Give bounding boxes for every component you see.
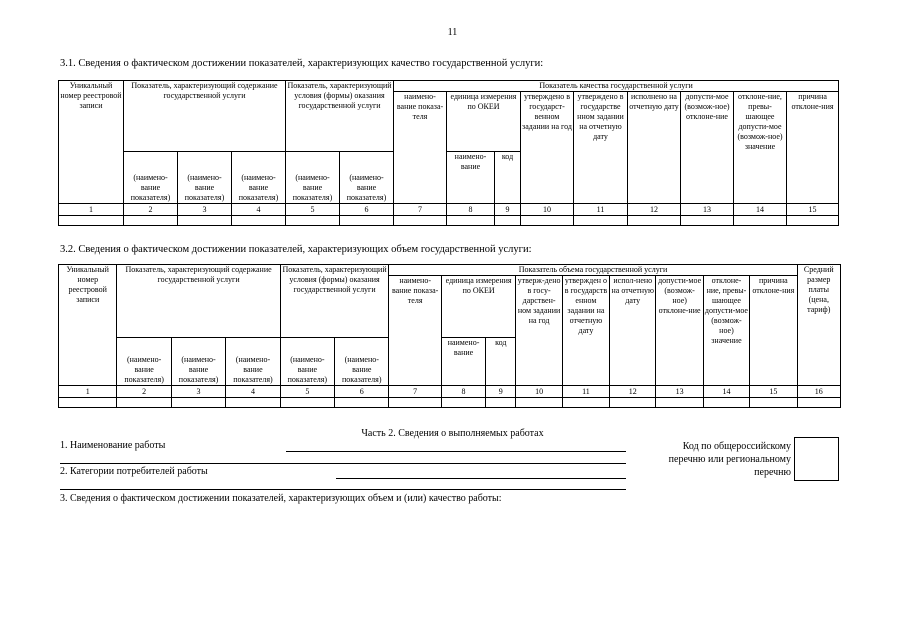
col-unit-code: код	[486, 338, 516, 386]
sub-indicator-name: (наимено-вание показателя)	[340, 152, 394, 204]
col-allowed-deviation: допусти-мое (возмож-ное) отклоне-ние	[656, 276, 703, 386]
col-excess-deviation: отклоне-ние, превы-шающее допусти-мое (возмож-ное) значение	[734, 92, 787, 204]
column-number: 5	[286, 204, 340, 216]
col-executed: испол-нено на отчетную дату	[610, 276, 656, 386]
column-number: 12	[628, 204, 681, 216]
column-number: 10	[521, 204, 574, 216]
col-unit-code: код	[495, 152, 521, 204]
column-number: 9	[486, 386, 516, 398]
col-indicator-name: наимено-вание показа-теля	[389, 276, 441, 386]
column-number: 3	[178, 204, 232, 216]
sub-indicator-name: (наимено-вание показателя)	[124, 152, 178, 204]
col-approved-date: утвержден о в государств енном задании на отчетную дату	[562, 276, 609, 386]
consumers-label: 2. Категории потребителей работы	[60, 466, 208, 477]
col-content-indicator: Показатель, характеризующий содержание государственной услуги	[124, 81, 286, 152]
section-3-2-title: 3.2. Сведения о фактическом достижении показателей, характеризующих объем государственной услуги:	[60, 244, 532, 255]
column-number: 9	[495, 204, 521, 216]
col-deviation-reason: причина отклоне-ния	[750, 276, 797, 386]
work-name-label: 1. Наименование работы	[60, 440, 166, 451]
col-deviation-reason: причина отклоне-ния	[787, 92, 839, 204]
column-number: 5	[280, 386, 334, 398]
column-number: 13	[681, 204, 734, 216]
classifier-code-box	[794, 437, 839, 481]
column-number: 1	[59, 204, 124, 216]
separator-line	[60, 489, 626, 490]
column-number: 11	[574, 204, 628, 216]
quality-group-header: Показатель качества государственной услуги	[394, 81, 839, 92]
col-excess-deviation: отклоне-ние, превы-шающее допусти-мое (возмож-ное) значение	[703, 276, 749, 386]
column-number: 6	[335, 386, 389, 398]
column-number: 16	[797, 386, 840, 398]
column-number: 7	[389, 386, 441, 398]
volume-group-header: Показатель объема государственной услуги	[389, 265, 797, 276]
sub-indicator-name: (наимено-вание показателя)	[286, 152, 340, 204]
column-number: 14	[734, 204, 787, 216]
sub-indicator-name: (наимено-вание показателя)	[117, 338, 171, 386]
col-indicator-name: наимено-вание показа-теля	[394, 92, 447, 204]
col-conditions-indicator: Показатель, характеризующий условия (формы) оказания государственной услуги	[280, 265, 389, 338]
sub-indicator-name: (наимено-вание показателя)	[171, 338, 225, 386]
part-2-title: Часть 2. Сведения о выполняемых работах	[361, 428, 544, 439]
column-number: 8	[441, 386, 485, 398]
col-conditions-indicator: Показатель, характеризующий условия (формы) оказания государственной услуги	[286, 81, 394, 152]
section-3-work-title: 3. Сведения о фактическом достижении показателей, характеризующих объем и (или) качество работы:	[60, 493, 502, 504]
col-unit-name: наимено-вание	[441, 338, 485, 386]
col-approved-year: утверж-дено в госу-дарствен-ном задании на год	[516, 276, 562, 386]
sub-indicator-name: (наимено-вание показателя)	[226, 338, 280, 386]
separator-line	[60, 463, 626, 464]
column-number: 2	[124, 204, 178, 216]
column-number: 12	[610, 386, 656, 398]
column-number: 8	[447, 204, 495, 216]
column-numbers-row	[59, 204, 839, 216]
column-number: 15	[787, 204, 839, 216]
column-number: 11	[562, 386, 609, 398]
column-number: 14	[703, 386, 749, 398]
work-name-line	[286, 451, 626, 452]
classifier-code-label: Код по общероссийскому перечню или региональному перечню	[668, 441, 791, 478]
col-approved-year: утверждено в государст-венном задании на год	[521, 92, 574, 204]
col-unique-number: Уникальный номер реестровой записи	[59, 265, 117, 386]
sub-indicator-name: (наимено-вание показателя)	[280, 338, 334, 386]
col-approved-date: утверждено в государстве нном задании на отчетную дату	[574, 92, 628, 204]
column-number: 7	[394, 204, 447, 216]
col-average-price: Средний размер платы (цена, тариф)	[797, 265, 840, 386]
page-number: 11	[447, 27, 458, 38]
empty-data-row	[59, 216, 839, 226]
column-numbers-row	[59, 386, 841, 398]
column-number: 15	[750, 386, 797, 398]
sub-indicator-name: (наимено-вание показателя)	[178, 152, 232, 204]
sub-indicator-name: (наимено-вание показателя)	[335, 338, 389, 386]
column-number: 4	[226, 386, 280, 398]
consumers-line	[336, 478, 626, 479]
col-executed: исполнено на отчетную дату	[628, 92, 681, 204]
column-number: 6	[340, 204, 394, 216]
sub-indicator-name: (наимено-вание показателя)	[232, 152, 286, 204]
col-unique-number: Уникальный номер реестровой записи	[59, 81, 124, 204]
column-number: 10	[516, 386, 562, 398]
column-number: 1	[59, 386, 117, 398]
empty-data-row	[59, 398, 841, 408]
col-content-indicator: Показатель, характеризующий содержание государственной услуги	[117, 265, 280, 338]
column-number: 4	[232, 204, 286, 216]
col-allowed-deviation: допусти-мое (возмож-ное) отклоне-ние	[681, 92, 734, 204]
col-unit-name: наимено-вание	[447, 152, 495, 204]
column-number: 3	[171, 386, 225, 398]
volume-indicators-table	[58, 264, 841, 408]
column-number: 13	[656, 386, 703, 398]
col-unit-okei: единица измерения по ОКЕИ	[447, 92, 521, 152]
column-number: 2	[117, 386, 171, 398]
quality-indicators-table	[58, 80, 839, 226]
col-unit-okei: единица измерения по ОКЕИ	[441, 276, 516, 338]
section-3-1-title: 3.1. Сведения о фактическом достижении показателей, характеризующих качество государственной услуги:	[60, 58, 544, 69]
